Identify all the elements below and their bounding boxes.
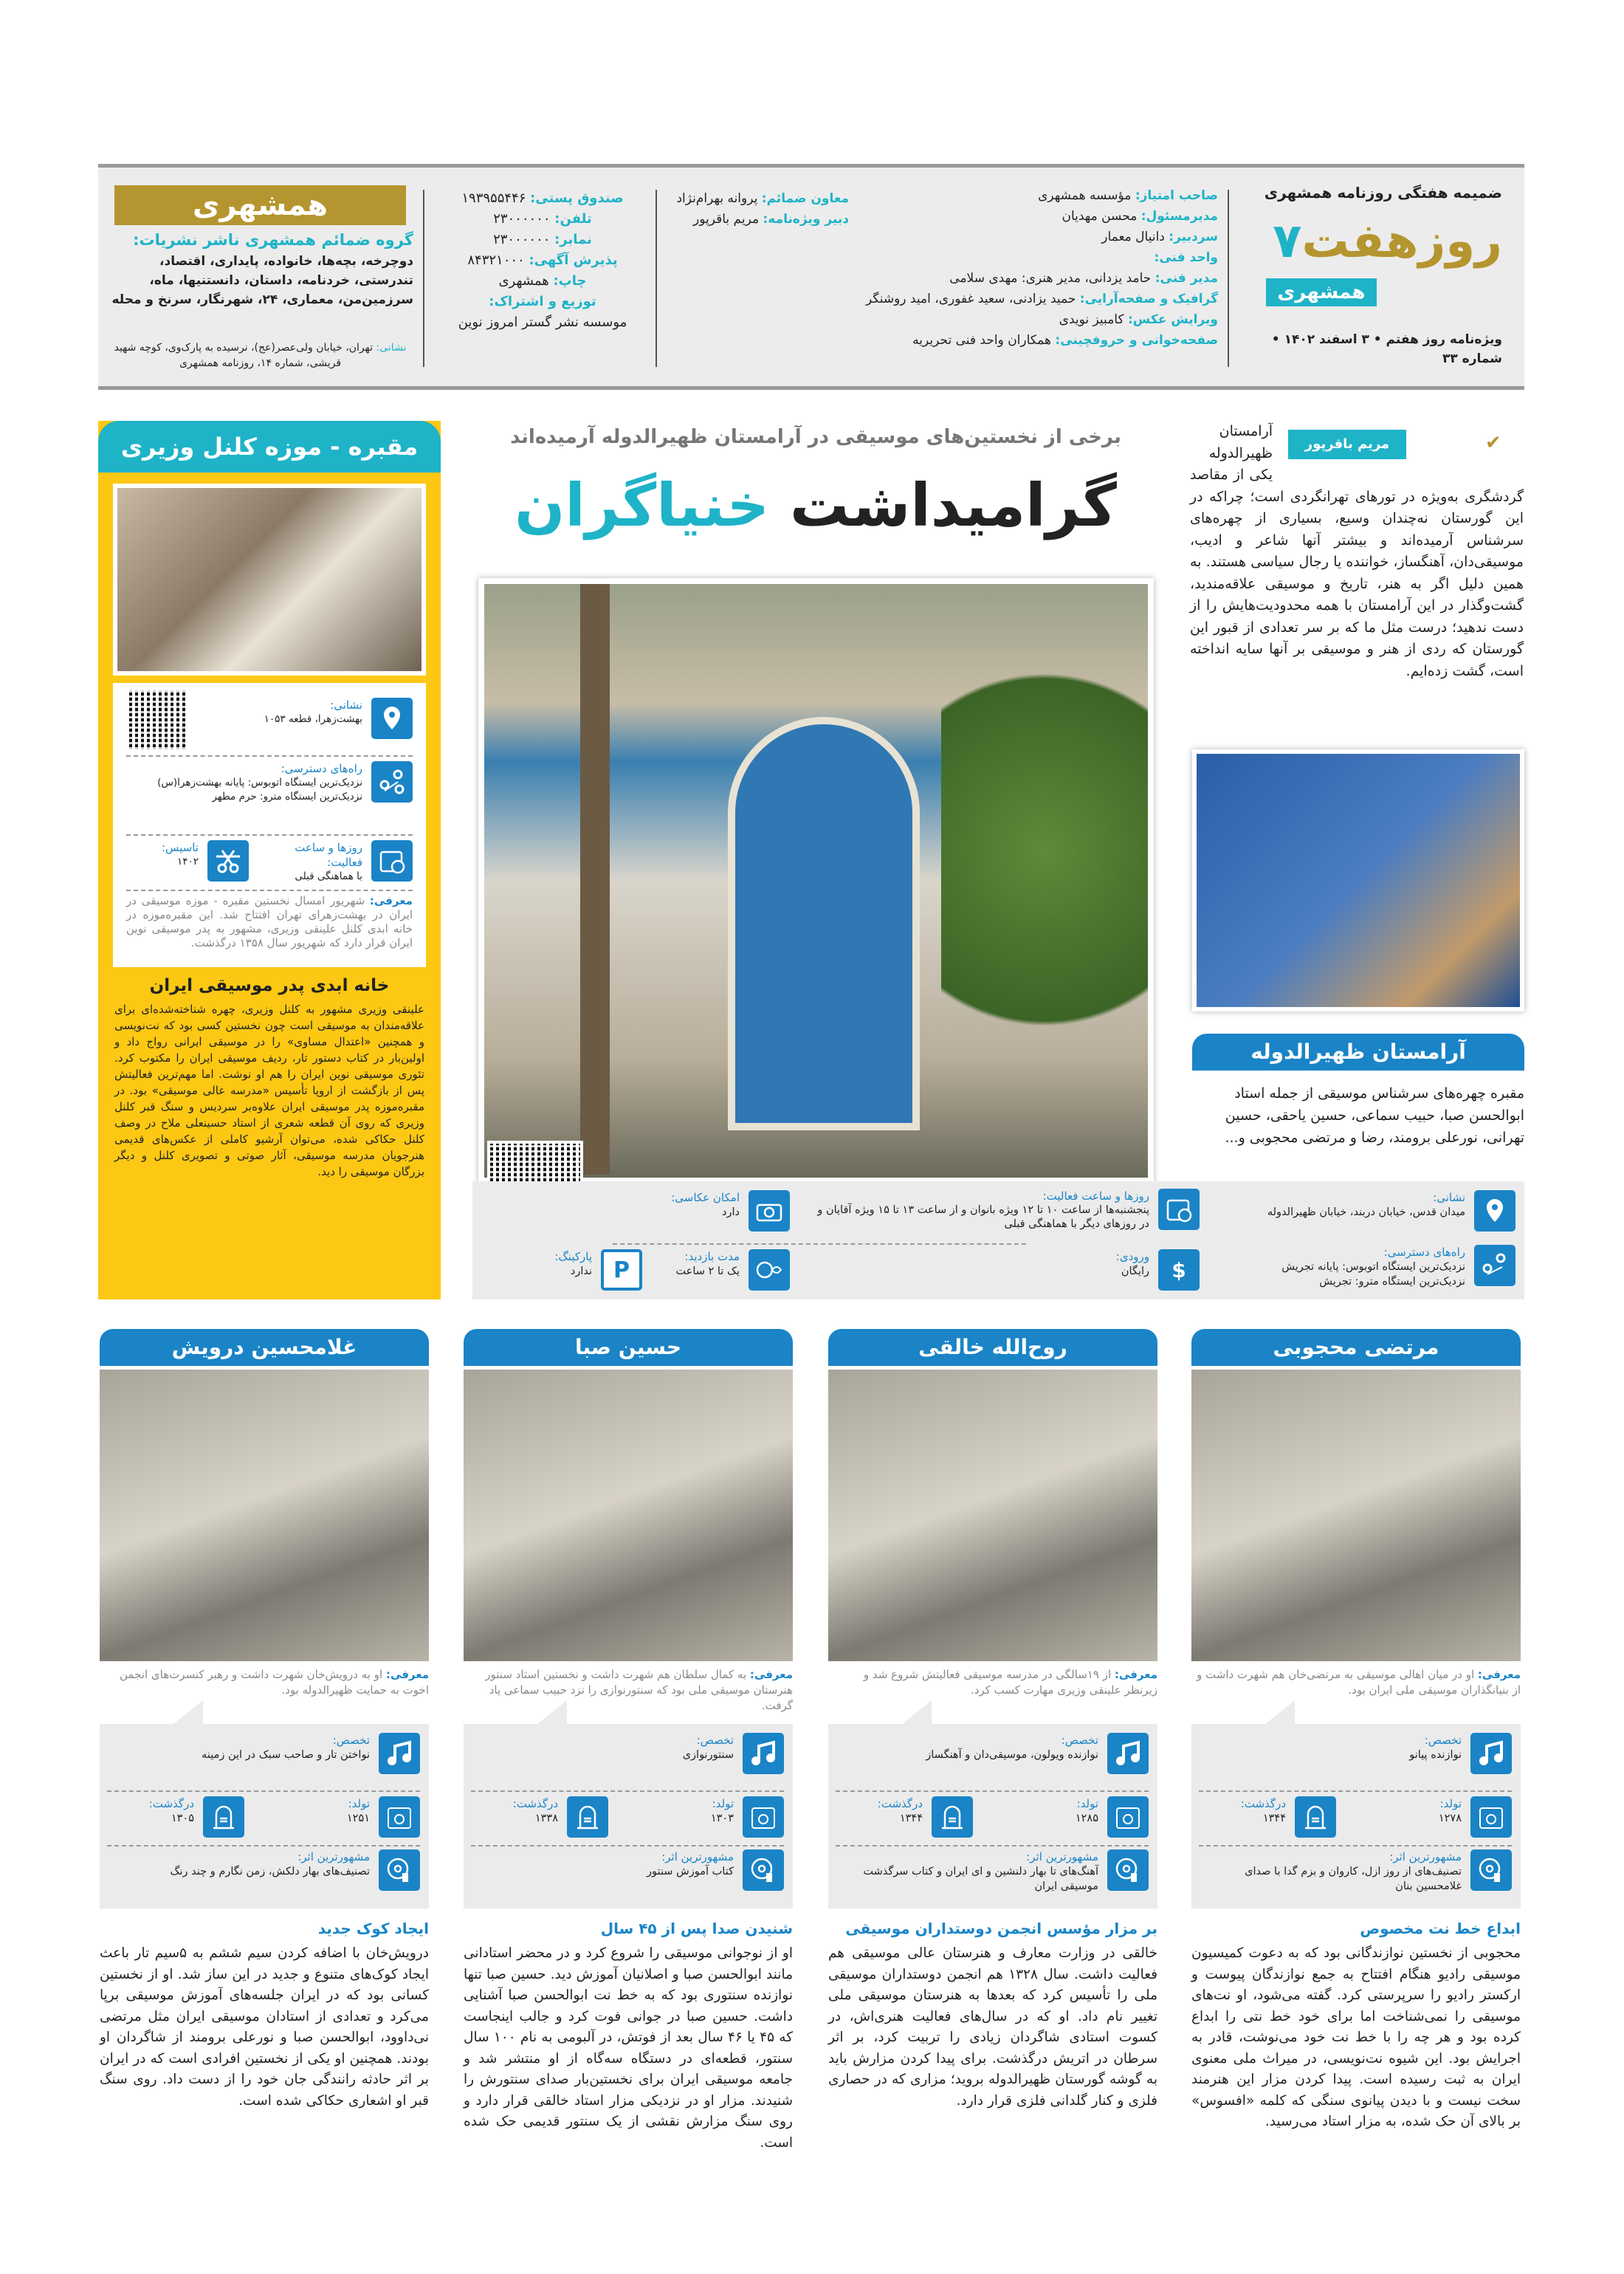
vaziri-heading: خانه ابدی پدر موسیقی ایران (149, 976, 390, 995)
museum-info-card: نشانی: بهشت‌زهرا، قطعه ۱۰۵۳ راه‌های دسترسی: نزدیک‌ترین ایستگاه اتوبوس: پایانه بهشت‌زهرا(س) نزدیک‌ترین ایستگاه مترو: حرم مطهر روزها و ساعت فعالیت: با هماهنگی قبلی تاسیس: ۱۴۰۲ معرفی: شهریور امسال نخستین مقبره - موزه موسیقی در ایران در بهشت‌زهرای تهران افتتاح شد. این مقبره‌موزه در خانه ابدی کلنل علینقی وزیری، مشهور به پدر موسیقی نوین ایران قرار دارد که شهریور سال ۱۳۵۸ درگذشت. (113, 683, 426, 967)
tile-inscription-photo (1192, 749, 1524, 1011)
rooz-haftom-logo: روزهفت۷ (1273, 214, 1502, 269)
museum-photo (113, 484, 426, 676)
music-note-icon (743, 1733, 784, 1774)
vaziri-title: مقبره - موزه کلنل وزیری (98, 421, 441, 473)
music-note-icon (379, 1733, 420, 1774)
issue-line: ویژه‌نامه روز هفتم • ۳ اسفند ۱۴۰۲ • شماره ۳۳ (1271, 332, 1502, 366)
birth-calendar-icon (1107, 1796, 1149, 1838)
parking-icon: P (601, 1249, 642, 1291)
musician-heading: ابداع خط نت مخصوص (1360, 1920, 1521, 1937)
musician-facts: تخصص: نوازنده ویولون، موسیقی‌دان و آهنگساز تولد: ۱۲۸۵ درگذشت: ۱۳۴۴ مشهورترین اثر: آهنگ‌های تا بهار دلنشین و ای ایران و کتاب سرگذشت موسیقی ایران (828, 1724, 1157, 1909)
masthead (98, 164, 1524, 390)
supplement-label: ضمیمه هفتگی روزنامه همشهری (1264, 184, 1502, 202)
vaziri-body: علینقی وزیری مشهور به کلنل وزیری، چهره شناخته‌شده‌ای برای علاقه‌مندان به موسیقی است چون نخستین کسی بود که نت‌نویسی و همچنین «اعتدال مساوی» را در موسیقی ایرانی رواج داد و اولین‌بار در کتاب دستور تار، ردیف موسیقی ایران را مکتوب کرد. تئوری موسیقی نوین ایران را هم او نوشت. اما مهم‌ترین فعالیتش پس از بازگشت از اروپا تأسیس «مدرسه عالی موسیقی» بود. در مقبره‌موزه پدر موسیقی ایران علاوه‌بر سردیس و سنگ قبر کلنل وزیری که روی آن قطعه شعری از استاد حسینعلی ملاح در وصف کلنل حکاکی شده، می‌توان آرشیو کاملی از عکس‌های قدیمی هنرجویان مدرسه موسیقی، آثار صوتی و تصویری کلنل و دیگر بزرگان موسیقی را دید. (114, 1003, 424, 1178)
musician-name: مرتضی محجوبی (1191, 1329, 1521, 1366)
museum-intro: معرفی: شهریور امسال نخستین مقبره - موزه موسیقی در ایران در بهشت‌زهرای تهران افتتاح شد. این مقبره‌موزه در خانه ابدی کلنل علینقی وزیری، مشهور به پدر موسیقی نوین ایران قرار دارد که شهریور سال ۱۳۵۸ درگذشت. (126, 894, 413, 949)
staff-line: معاون ضمائم: پروانه بهرام‌نژاد (676, 191, 849, 206)
tiled-arch (728, 717, 920, 1130)
birth-calendar-icon (1470, 1796, 1512, 1838)
disc-speaker-icon (1470, 1849, 1512, 1891)
musician-column (1191, 1329, 1521, 2215)
calendar-clock-icon (1158, 1189, 1200, 1230)
staff-line: مدیر فنی: حامد یزدانی، مدیر هنری: مهدی سلامی (949, 271, 1218, 286)
staff-line: گرافیک و صفحه‌آرایی: حمید یزادنی، سعید غفوری، امید روشنگر (865, 292, 1218, 306)
lead-text: آرامستان ظهیرالدوله یکی از مقاصد گردشگری به‌ویژه در تورهای تهرانگردی است؛ چراکه در این گورستان نه‌چندان وسیع، بسیاری از چهره‌های سرشناس آرمیده‌اند و بیشتر آنها شاعر و ادیب، موسیقی‌دان، آهنگساز، خواننده یا رجال سیاسی هستند. به همین دلیل اگر به هنر، تاریخ و موسیقی علاقه‌مندید، گشت‌وگذار در این آرامستان با همه محدودیت‌هایش را از دست ندهید؛ درست مثل ما که بر سر تعدادی از قبور این گورستان که ردی از هنر و موسیقی بر آنها سایه انداخته است، گشت زده‌ایم. (1190, 423, 1524, 679)
disc-speaker-icon (379, 1849, 420, 1891)
cemetery-gate-photo (478, 578, 1154, 1184)
ticket-dollar-icon (1158, 1249, 1200, 1291)
group-address: نشانی: تهران، خیابان ولی‌عصر(عج)، نرسیده به پارک‌وی، کوچه شهید قریشی، شماره ۱۴، روزنامه همشهری (114, 342, 407, 369)
staff-line: موسسه نشر گستر امروز نوین (458, 315, 627, 330)
hamshahri-logo: همشهری (114, 185, 406, 225)
musician-intro: معرفی: او در میان اهالی موسیقی به مرتضی‌خان هم شهرت داشت و از بنیانگذاران موسیقی ملی ایران بود. (1197, 1668, 1521, 1697)
musician-column (828, 1329, 1157, 2215)
group-title: گروه ضمائم همشهری ناشر نشریات: (133, 231, 413, 249)
tombstone-photo (464, 1370, 793, 1661)
staff-line: تلفن: ۲۳۰۰۰۰۰۰ (493, 211, 592, 227)
musician-body: درویش‌خان با اضافه کردن سیم ششم به ۵سیم تار باعث ایجاد کوک‌های متنوع و جدید در این ساز شد. او از نخستین کسانی بود که در ایران جلسه‌های آموزش موسیقی برپا می‌کرد و تعدادی از استادان موسیقی ایران مثل مرتضی نی‌داوود، ابوالحسن صبا و نورعلی برومند از شاگردان او بودند. همچنین او یکی از نخستین افرادی است که در ایران بر اثر حادثه رانندگی جان خود را از دست داد. روی سنگ قبر او اشعاری حکاکی شده است. (100, 1945, 429, 2109)
tombstone-photo (100, 1370, 429, 1661)
musician-intro: معرفی: از ۱۹سالگی در مدرسه موسیقی فعالیتش شروع شد و زیرنظر علینقی وزیری مهارت کسب کرد. (863, 1668, 1157, 1697)
vaziri-museum-box (98, 421, 441, 1299)
logo-sub: همشهری (1266, 278, 1377, 306)
staff-line: صاحب امتیاز: مؤسسه همشهری (1038, 188, 1218, 203)
musician-body: او از نوجوانی موسیقی را شروع کرد و در محضر استادانی مانند ابوالحسن صبا و اصلانیان آموزش دید. حسین صبا تنها نوازنده سنتوری بود که به خط نت ابوالحسن صبا آشنایی داشت. حسین صبا در جوانی فوت کرد و جالب اینجاست که ۴۵ یا ۴۶ سال بعد از فوتش، در آلبومی به نام ۱۰۰ سال سنتور، قطعه‌ای در دستگاه سه‌گاه از او منتشر شد و جامعه موسیقی ایران برای نخستین‌بار صدای سنتورش را شنیدند. مزار او در نزدیکی مزار استاد خالقی قرار دارد و روی سنگ مزارش نقشی از یک سنتور قدیمی حک شده است. (464, 1945, 794, 2151)
qr-code[interactable] (126, 687, 191, 752)
route-icon (371, 761, 413, 803)
eye-clock-icon (749, 1249, 790, 1291)
staff-line: صندوق پستی: ۱۹۳۹۵۵۴۴۶ (461, 190, 624, 206)
calendar-clock-icon (371, 840, 413, 882)
location-pin-icon (1474, 1190, 1515, 1232)
route-icon (1474, 1245, 1515, 1286)
staff-line: مدیرمسئول: محسن مهدیان (1062, 209, 1218, 224)
birth-calendar-icon (743, 1796, 784, 1838)
musician-name: غلامحسین درویش (100, 1329, 429, 1366)
musician-facts: تخصص: نواختن تار و صاحب سبک در این زمینه تولد: ۱۲۵۱ درگذشت: ۱۳۰۵ مشهورترین اثر: تصنیف‌های بهار دلکش، زمن نگارم و چند رنگ (100, 1724, 429, 1909)
music-note-icon (1470, 1733, 1512, 1774)
musician-facts: تخصص: نوازنده پیانو تولد: ۱۲۷۸ درگذشت: ۱۳۴۴ مشهورترین اثر: تصنیف‌های از روز ازل، کاروان و بزم گدا با صدای غلامحسین بنان (1191, 1724, 1521, 1909)
staff-line: پذیرش آگهی: ۸۴۳۲۱۰۰۰ (467, 253, 618, 268)
musician-heading: شنیدن صدا پس از ۴۵ سال (600, 1920, 793, 1937)
musician-body: محجوبی از نخستین نوازندگانی بود که به دعوت کمیسیون موسیقی رادیو هنگام افتتاح به جمع نوازندگان پیوست و ارکستر رادیو را سرپرستی کرد. گفته می‌شود، او نت‌های موسیقی را نمی‌شناخت اما برای خود خط نتی را ابداع کرده بود و هر چه را با خط نت خود می‌نوشت، قادر به اجرایش بود. این شیوه نت‌نویسی، در میراث ملی معنوی ایران به ثبت رسیده است. پیدا کردن مزار این هنرمند سخت نیست و با دیدن پیانوی سنگی که کلمه «افسوس» بر بالای آن حک شده، به مزار استاد می‌رسید. (1191, 1945, 1521, 2129)
staff-line: دبیر ویژه‌نامه: مریم باقرپور (693, 212, 849, 227)
tombstone-icon (932, 1796, 973, 1838)
tombstone-photo (828, 1370, 1157, 1661)
group-list: دوچرخه، بچه‌ها، خانواده، پایداری، اقتصاد، تندرستی، خردنامه، داستان، دانستنیها، ماه، سرزمین‌من، معماری، ۲۴، شهرنگار، سرنخ و محله (111, 254, 413, 307)
tombstone-photo (1191, 1370, 1521, 1661)
musician-heading: ایجاد کوک جدید (317, 1920, 429, 1937)
museum-address: بهشت‌زهرا، قطعه ۱۰۵۳ (264, 713, 362, 725)
tombstone-icon (203, 1796, 244, 1838)
cemetery-info-bar: نشانی: میدان قدس، خیابان دربند، خیابان ظهیرالدوله راه‌های دسترسی: نزدیک‌ترین ایستگاه اتوبوس: پایانه تجریش نزدیک‌ترین ایستگاه مترو: تجریش روزها و ساعت فعالیت: پنجشنبه‌ها از ساعت ۱۰ تا ۱۲ ویژه بانوان و از ساعت ۱۳ تا ۱۵ ویژه آقایان و در روزهای دیگر با هماهنگی قبلی $ ورودی: رایگان امکان عکاسی: دارد مدت بازدید: یک تا ۲ ساعت P پارکینگ: ندارد (472, 1181, 1524, 1299)
tree-trunk (580, 584, 610, 1175)
staff-list-2 (661, 188, 849, 230)
staff-line: توزیع و اشتراک: (489, 294, 596, 309)
staff-line: ویرایش عکس: کامبیز نویدی (1059, 312, 1218, 327)
staff-list (856, 185, 1218, 351)
tombstone-icon (567, 1796, 608, 1838)
author-badge: مریم باقرپور (1288, 430, 1406, 459)
staff-line: سردبیر: دانیال معمار (1101, 230, 1218, 244)
musician-body: خالقی در وزارت معارف و هنرستان عالی موسیقی هم فعالیت داشت. سال ۱۳۲۸ هم انجمن دوستداران موسیقی ملی را تأسیس کرد که بعدها به هنرستان موسیقی ملی تغییر نام داد. او که در سال‌های فعالیت هنری‌اش، در کسوت استادی شاگردان زیادی را تربیت کرد، بر اثر سرطان در اتریش درگذشت. برای پیدا کردن مزارش باید به گوشه گورستان ظهیرالدوله بروید؛ مزاری که در حصاری فلزی و کنار گلدانی فلزی قرار دارد. (828, 1945, 1157, 2109)
staff-line: نمابر: ۲۳۰۰۰۰۰۰ (493, 232, 592, 247)
musician-intro: معرفی: او به درویش‌خان شهرت داشت و رهبر کنسرت‌های انجمن اخوت به حمایت ظهیرالدوله بود. (120, 1668, 429, 1697)
music-note-icon (1107, 1733, 1149, 1774)
musician-facts: تخصص: سنتورنوازی تولد: ۱۳۰۳ درگذشت: ۱۳۳۸ مشهورترین اثر: کتاب آموزش سنتور (464, 1724, 793, 1909)
musician-name: حسین صبا (464, 1329, 793, 1366)
foliage (941, 628, 1148, 1071)
disc-speaker-icon (743, 1849, 784, 1891)
camera-icon (749, 1190, 790, 1232)
contact-info (436, 188, 650, 333)
location-pin-icon (371, 698, 413, 739)
staff-line: صفحه‌خوانی و حروفچینی: همکاران واحد فنی تحریریه (912, 333, 1218, 348)
staff-line: واحد فنی: (1154, 250, 1218, 265)
musician-column (100, 1329, 429, 2215)
musician-intro: معرفی: به کمال سلطان هم شهرت داشت و نخستین استاد سنتور هنرستان موسیقی ملی بود که سنتورنوازی را نزد حبیب سماعی یاد گرفت. (485, 1668, 793, 1712)
musician-heading: بر مزار مؤسس انجمن دوستداران موسیقی (845, 1920, 1157, 1937)
kicker: برخی از نخستین‌های موسیقی در آرامستان ظهیرالدوله آرمیده‌اند (510, 426, 1121, 448)
staff-line: چاپ: همشهری (498, 273, 587, 289)
disc-speaker-icon (1107, 1849, 1149, 1891)
headline: گرامیداشت خنیاگران (515, 471, 1117, 540)
svg-text:$: $ (1171, 1258, 1186, 1282)
check-icon: ✔ (1485, 432, 1501, 454)
musician-name: روح‌الله خالقی (828, 1329, 1157, 1366)
cemetery-text: مقبره چهره‌های سرشناس موسیقی از جمله استاد ابوالحسن صبا، حبیب سماعی، حسین یاحقی، حسین تهرانی، نورعلی برومند، رضا و مرتضی محجوبی و... (1225, 1085, 1524, 1146)
musician-column (464, 1329, 793, 2215)
tombstone-icon (1295, 1796, 1336, 1838)
birth-calendar-icon (379, 1796, 420, 1838)
ribbon-cutting-icon (207, 840, 249, 882)
cemetery-title: آرامستان ظهیرالدوله (1192, 1034, 1524, 1071)
